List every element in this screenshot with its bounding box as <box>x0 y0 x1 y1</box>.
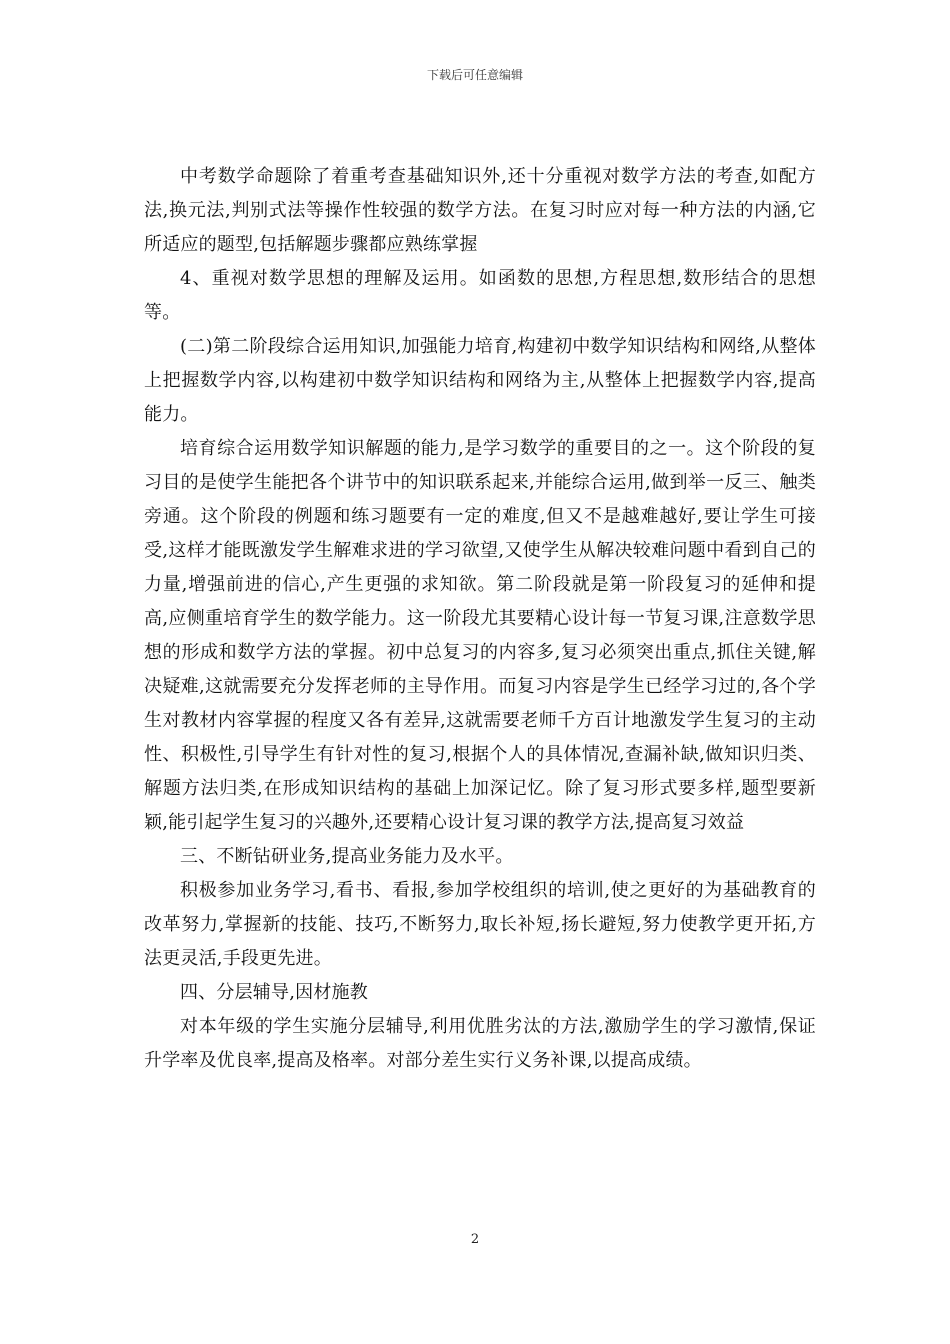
page-number: 2 <box>470 1232 480 1247</box>
paragraph-stage-two-heading: (二)第二阶段综合运用知识,加强能力培育,构建初中数学知识结构和网络,从整体上把握数学内容,以构建初中数学知识结构和网络为主,从整体上把握数学内容,提高能力。 <box>144 336 816 425</box>
paragraph-section-four-heading: 四、分层辅导,因材施教 <box>180 982 368 1003</box>
paragraph-math-thinking: 4、重视对数学思想的理解及运用。如函数的思想,方程思想,数形结合的思想等。 <box>144 268 816 323</box>
paragraph-section-three-heading: 三、不断钻研业务,提高业务能力及水平。 <box>180 846 514 867</box>
paragraph-section-three-detail: 积极参加业务学习,看书、看报,参加学校组织的培训,使之更好的为基础教育的改革努力,掌握新的技能、技巧,不断努力,取长补短,扬长避短,努力使教学更开拓,方法更灵活,手段更先进。 <box>144 880 816 969</box>
header-note: 下载后可任意编辑 <box>426 68 523 82</box>
document-body <box>144 160 816 1078</box>
paragraph-methods: 中考数学命题除了着重考查基础知识外,还十分重视对数学方法的考查,如配方法,换元法,判别式法等操作性较强的数学方法。在复习时应对每一种方法的内涵,它所适应的题型,包括解题步骤都应熟练掌握 <box>144 166 816 255</box>
paragraph-stage-two-detail: 培育综合运用数学知识解题的能力,是学习数学的重要目的之一。这个阶段的复习目的是使学生能把各个讲节中的知识联系起来,并能综合运用,做到举一反三、触类旁通。这个阶段的例题和练习题要有一定的难度,但又不是越难越好,要让学生可接受,这样才能既激发学生解难求进的学习欲望,又使学生从解决较难问题中看到自己的力量,增强前进的信心,产生更强的求知欲。第二阶段就是第一阶段复习的延伸和提高,应侧重培育学生的数学能力。这一阶段尤其要精心设计每一节复习课,注意数学思想的形成和数学方法的掌握。初中总复习的内容多,复习必须突出重点,抓住关键,解决疑难,这就需要充分发挥老师的主导作用。而复习内容是学生已经学习过的,各个学生对教材内容掌握的程度又各有差异,这就需要老师千方百计地激发学生复习的主动性、积极性,引导学生有针对性的复习,根据个人的具体情况,查漏补缺,做知识归类、解题方法归类,在形成知识结构的基础上加深记忆。除了复习形式要多样,题型要新颖,能引起学生复习的兴趣外,还要精心设计复习课的教学方法,提高复习效益 <box>144 438 816 833</box>
paragraph-section-four-detail: 对本年级的学生实施分层辅导,利用优胜劣汰的方法,激励学生的学习激情,保证升学率及优良率,提高及格率。对部分差生实行义务补课,以提高成绩。 <box>144 1016 816 1071</box>
